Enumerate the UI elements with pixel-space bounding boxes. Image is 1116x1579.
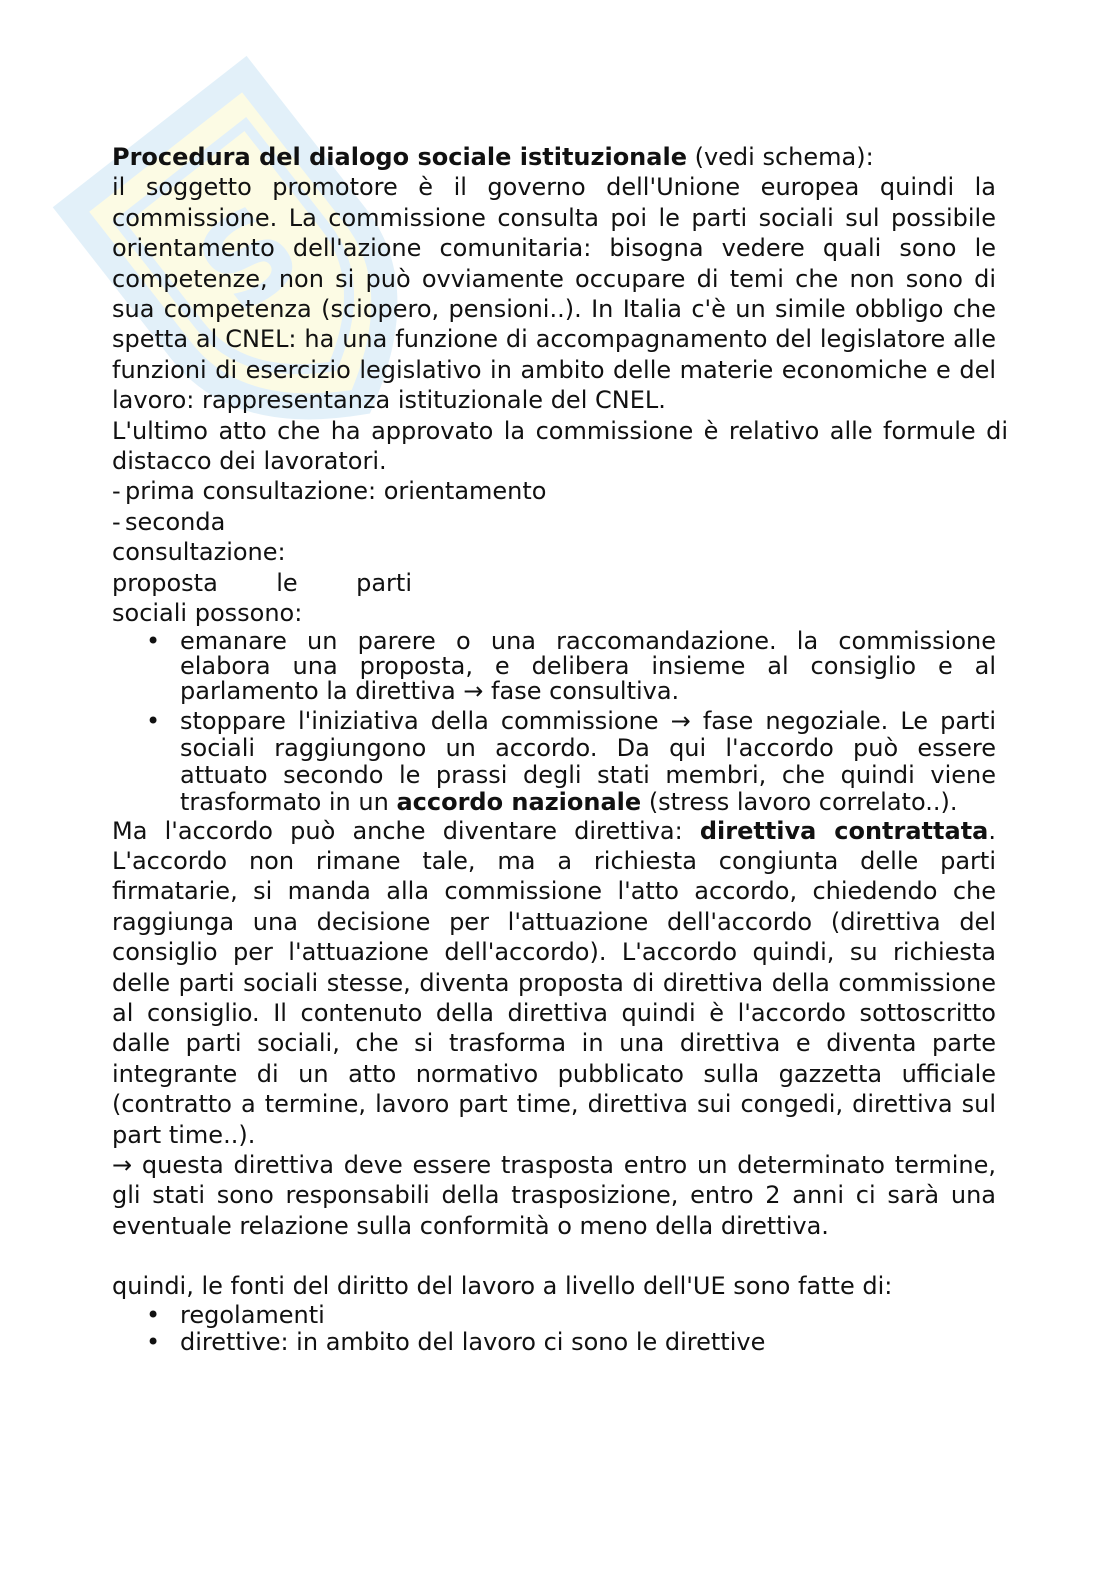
list-item-text-pre: stoppare l'iniziativa della commissione → fase negoziale. Le parti sociali raggiungono un accordo. Da qui l'accordo può essere attuato secondo le prassi degli stati membri, che quindi viene trasformato in un — [180, 706, 996, 816]
dash-item: - seconda — [112, 507, 226, 536]
heading-bold: Procedura del dialogo sociale istituzionale — [112, 143, 687, 171]
dash-item: - prima consultazione: orientamento — [112, 477, 547, 506]
continuation-line: sociali possono: — [112, 599, 303, 628]
continuation-line: proposta le parti — [112, 568, 412, 597]
list-item — [112, 626, 996, 705]
paragraph-gap — [112, 1241, 996, 1271]
bullet-icon: • — [146, 1327, 161, 1356]
paragraph-direttiva-contrattata — [112, 816, 996, 1150]
p3-post: . L'accordo non rimane tale, ma a richiesta congiunta delle parti firmatarie, si manda alla commissione l'atto accordo, chiedendo che raggiunga una decisione per l'attuazione dell'accordo (direttiva del consiglio per l'attuazione dell'accordo). L'accordo quindi, su richiesta delle parti sociali stesse, diventa proposta di direttiva della commissione al consiglio. Il contenuto della direttiva quindi è l'accordo sottoscritto dalle parti sociali, che si trasforma in una direttiva e diventa parte integrante di un atto normativo pubblicato sulla gazzetta ufficiale (contratto a termine, lavoro part time, direttiva sui congedi, direttiva sul part time..). — [112, 816, 997, 1149]
list-item — [112, 708, 996, 816]
svg-text:S: S — [172, 178, 327, 341]
bullet-icon: • — [146, 1300, 161, 1329]
list-item-text: regolamenti — [180, 1300, 325, 1329]
list-item-text-post: (stress lavoro correlato..). — [641, 787, 958, 816]
dash-item-text: seconda — [125, 507, 226, 536]
list-item — [112, 1302, 996, 1329]
p3-pre: Ma l'accordo può anche diventare direttiva: — [112, 816, 700, 845]
bullet-icon: • — [146, 626, 161, 655]
paragraph-last-act: L'ultimo atto che ha approvato la commissione è relativo alle formule di distacco dei lavoratori. — [112, 416, 1008, 476]
paragraph-fonti: quindi, le fonti del diritto del lavoro a livello dell'UE sono fatte di: — [112, 1272, 893, 1301]
bullet-list-fonti — [112, 1302, 996, 1356]
list-item-text: emanare un parere o una raccomandazione. la commissione elabora una proposta, e delibera insieme al consiglio e al parlamento la direttiva → fase consultiva. — [180, 626, 996, 705]
document-body — [112, 142, 1008, 1356]
list-item — [112, 1329, 996, 1356]
paragraph-intro: il soggetto promotore è il governo dell'Unione europea quindi la commissione. La commissione consulta poi le parti sociali sul possibile orientamento dell'azione comunitaria: bisogna vedere quali sono le competenze, non si può ovviamente occupare di temi che non sono di sua competenza (sciopero, pensioni..). In Italia c'è un simile obbligo che spetta al CNEL: ha una funzione di accompagnamento del legislatore alle funzioni di esercizio legislativo in ambito delle materie economiche e del lavoro: rappresentanza istituzionale del CNEL. — [112, 173, 996, 415]
heading-rest: (vedi schema): — [686, 143, 874, 171]
p3-bold: direttiva contrattata — [699, 816, 989, 845]
dash-item-text: prima consultazione: orientamento — [125, 477, 547, 506]
bullet-list-options — [112, 626, 996, 816]
continuation-line: consultazione: — [112, 538, 286, 567]
section-heading — [112, 142, 996, 172]
list-item-text-bold: accordo nazionale — [396, 787, 642, 816]
paragraph-trasposizione: → questa direttiva deve essere trasposta entro un determinato termine, gli stati sono responsabili della trasposizione, entro 2 anni ci sarà una eventuale relazione sulla conformità o meno della direttiva. — [112, 1150, 996, 1240]
list-item-text: direttive: in ambito del lavoro ci sono le direttive — [180, 1327, 766, 1356]
bullet-icon: • — [146, 706, 161, 735]
